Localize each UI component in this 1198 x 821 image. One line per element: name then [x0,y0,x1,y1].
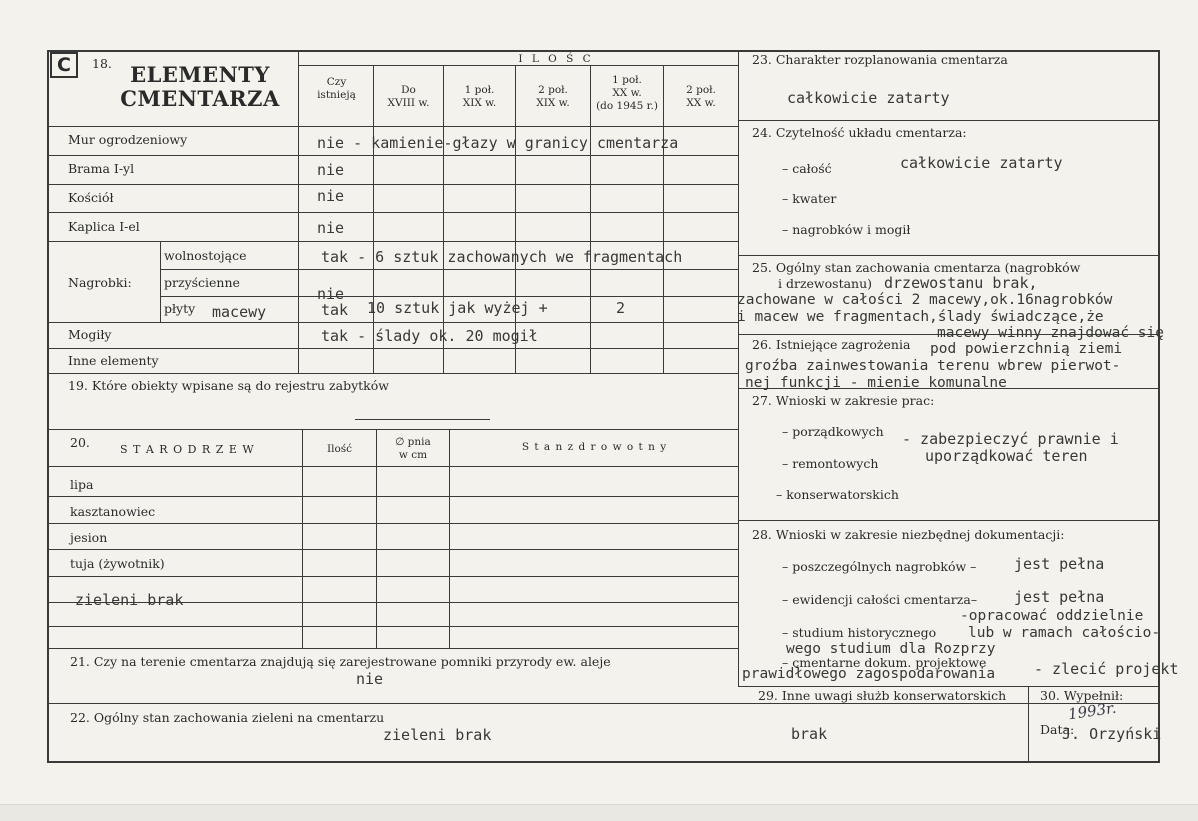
s30-label: 30. Wypełnił: [1040,688,1124,703]
typed-kaplica: nie [317,219,345,237]
s18-title-line2: CMENTARZA [120,86,280,111]
tree-jesion: jesion [70,530,108,545]
typed-s26-4: nej funkcji - mienie komunalne [745,375,1007,391]
typed-s24: całkowicie zatarty [900,154,1063,172]
row-brama: Brama I-yl [68,161,135,176]
row-mur: Mur ogrodzeniowy [68,132,188,147]
typed-s23: całkowicie zatarty [787,89,950,107]
czy-istnieja-header [300,76,373,102]
col-header-line: 2 poł. [538,84,568,96]
typed-s28-studium-2: lub w ramach całościo- [968,625,1161,641]
col-header-line: 2 poł. [686,84,716,96]
typed-brama: nie [317,161,345,179]
row-plyty: płyty [164,301,196,316]
s27-label: 27. Wnioski w zakresie prac: [752,393,935,408]
row-kosciol: Kościół [68,190,114,205]
ilosc-column-header: Ilość [326,443,353,455]
col-header-line: 1 poł. [464,84,495,96]
typed-s26-1: macewy winny znajdować się [937,325,1164,341]
col-header-line: XVIII w. [387,97,430,109]
s18-title-line1: ELEMENTY [130,62,270,87]
tree-tuja: tuja (żywotnik) [70,556,165,571]
tree-lipa: lipa [70,477,94,492]
col-2pol-xix [516,84,590,110]
s24-calosc: – całość [782,161,832,176]
col-header-line: XX w. [686,97,716,109]
s19-label: 19. Które obiekty wpisane są do rejestru zabytków [68,378,389,393]
typed-s25-3: i macew we fragmentach,ślady świadczące,że [737,309,1104,325]
typed-s26-3: groźba zainwestowania terenu wbrew pierwot- [745,358,1121,374]
col-2pol-xx [664,84,738,110]
pnia-line2: w cm [398,449,428,461]
s18-title [100,63,300,111]
col-header-line: XX w. [612,87,642,99]
col-do-xviii [374,84,443,110]
typed-s30-name: J. Orzyński [1062,725,1162,743]
col-header-line: XIX w. [462,97,497,109]
row-przyscienne: przyścienne [164,275,240,290]
typed-wolnostojace: tak - 6 sztuk zachowanych we fragmentach [321,248,683,266]
tree-kasztanowiec: kasztanowiec [70,504,156,519]
row-wolnostojace: wolnostojące [164,248,247,263]
col-header-line: XIX w. [536,97,570,109]
pnia-column-header [377,436,449,462]
typed-s25-2: zachowane w całości 2 macewy,ok.16nagrobków [737,292,1113,308]
istnieja-label: istnieją [317,89,356,101]
s24-nagrobkow: – nagrobków i mogił [782,222,911,237]
col-1pol-xix [444,84,515,110]
s28-nagrobkow: – poszczególnych nagrobków – [782,559,977,574]
typed-s27-2: uporządkować teren [925,447,1088,465]
starodrzew-header: S T A R O D R Z E W [120,443,255,456]
s24-label: 24. Czytelność układu cmentarza: [752,125,967,140]
s26-label: 26. Istniejące zagrożenia [752,337,911,352]
typed-plyty-macewy: macewy [212,303,267,321]
s18-number: 18. [92,56,112,71]
s27-konserwatorskich: – konserwatorskich [776,487,899,502]
card-letter-box: C [50,52,78,78]
czy-label: Czy [326,76,347,88]
typed-s28-cmentarne-2: - zlecić projekt [1034,660,1179,678]
row-mogily: Mogiły [68,327,112,342]
s23-label: 23. Charakter rozplanowania cmentarza [752,52,1008,67]
typed-mur: nie - kamienie-głazy w granicy cmentarza [317,134,679,152]
s29-label: 29. Inne uwagi służb konserwatorskich [758,688,1007,703]
card-bottom-edge [0,804,1198,821]
typed-s28-studium-3: wego studium dla Rozprzy [786,641,996,657]
typed-s25-1: drzewostanu brak, [884,274,1038,292]
row-kaplica: Kaplica I-el [68,219,140,234]
s27-porzadkowych: – porządkowych [782,424,884,439]
typed-plyty-mid: 10 sztuk jak wyżej + [367,299,548,317]
pnia-line1: ∅ pnia [395,436,431,448]
s22-label: 22. Ogólny stan zachowania zieleni na cmentarzu [70,710,385,725]
typed-s21: nie [356,670,384,688]
typed-plyty-value: 2 [616,299,626,317]
typed-s28-ewidencji: jest pełna [1014,588,1105,606]
col-header-line: 1 poł. [612,74,642,86]
typed-zieleni-brak: zieleni brak [75,591,184,609]
typed-s22: zieleni brak [383,726,492,744]
s25-label-line2: i drzewostanu) [778,276,873,291]
s25-label-line1: 25. Ogólny stan zachowania cmentarza (nagrobków [752,260,1081,275]
col-header-line: (do 1945 r.) [596,100,658,112]
ilosc-header: I L O Ś C [518,53,594,65]
typed-s29: brak [791,725,828,743]
row-nagrobki: Nagrobki: [68,275,132,290]
s30-data-label: Data: [1040,722,1075,737]
handwritten-year: 1993r. [1066,698,1118,724]
s28-label: 28. Wnioski w zakresie niezbędnej dokumentacji: [752,527,1065,542]
typed-s28-nagrobkow: jest pełna [1014,555,1105,573]
stan-zdrowotny-header: S t a n z d r o w o t n y [521,441,668,453]
col-1pol-xx [591,74,663,113]
typed-s28-studium-1: -opracować oddzielnie [960,608,1144,624]
typed-s27-1: - zabezpieczyć prawnie i [902,430,1119,448]
s28-cmentarne: – cmentarne dokum. projektowe [782,655,987,670]
typed-przyscienne: nie [317,285,345,303]
typed-mogily: tak - ślady ok. 20 mogił [321,327,538,345]
row-inne: Inne elementy [68,353,159,368]
s28-studium: – studium historycznego [782,625,937,640]
typed-s28-cmentarne-1: prawidłowego zagospodarowania [742,666,996,682]
s24-kwater: – kwater [782,191,837,206]
typed-kosciol: nie [317,187,345,205]
typed-plyty: tak [321,301,349,319]
s20-number: 20. [70,435,90,450]
s21-label: 21. Czy na terenie cmentarza znajdują się zarejestrowane pomniki przyrody ew. aleje [70,654,611,669]
s28-ewidencji: – ewidencji całości cmentarza– [782,592,978,607]
typed-s26-2: pod powierzchnią ziemi [930,341,1123,357]
s27-remontowych: – remontowych [782,456,879,471]
col-header-line: Do [401,84,416,96]
